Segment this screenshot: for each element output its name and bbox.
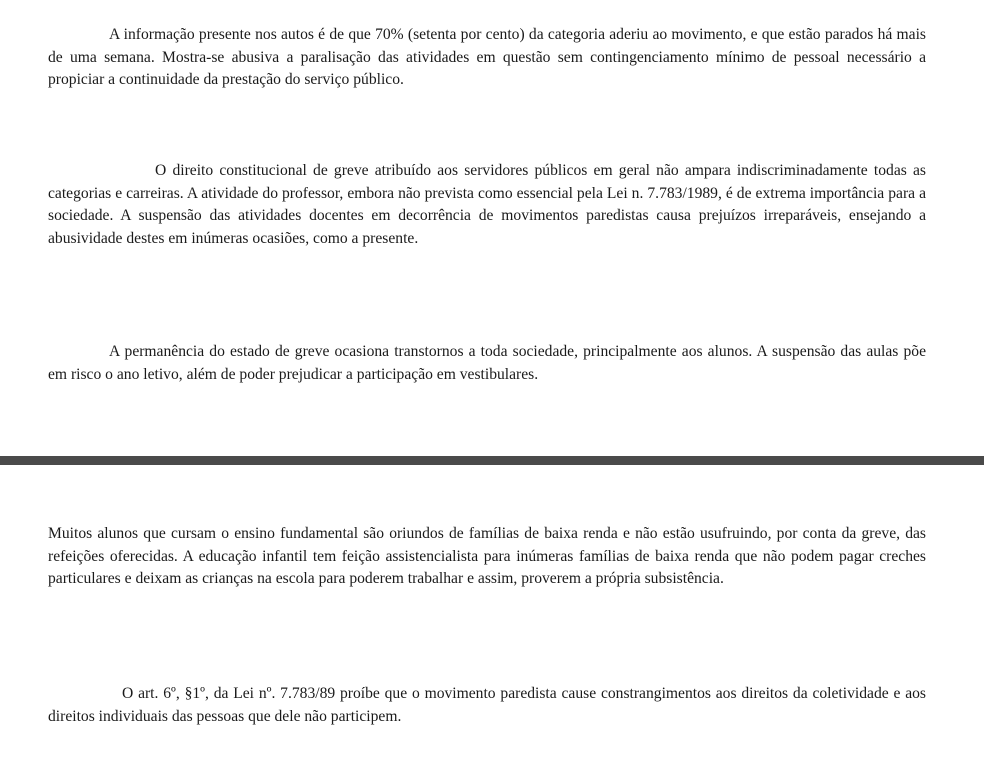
paragraph-law-article: O art. 6º, §1º, da Lei nº. 7.783/89 proíbe que o movimento paredista cause constrangimentos aos direitos da coletividade e aos direitos individuais das pessoas que dele não participem. — [48, 685, 926, 725]
paragraph-strike-impact: A permanência do estado de greve ocasiona transtornos a toda sociedade, principalmente aos alunos. A suspensão das aulas põe em risco o ano letivo, além de poder prejudicar a participação em vestibulares. — [48, 343, 926, 383]
paragraph-right-to-strike: O direito constitucional de greve atribuído aos servidores públicos em geral não ampara indiscriminadamente todas as categorias e carreiras. A atividade do professor, embora não prevista como essencial pela Lei n. 7.783/1989, é de extrema importância para a sociedade. A suspensão das atividades docentes em decorrência de movimentos paredistas causa prejuízos irreparáveis, ensejando a abusividade destes em inúmeras ocasiões, como a presente. — [48, 162, 926, 247]
paragraph-strike-adherence: A informação presente nos autos é de que 70% (setenta por cento) da categoria aderiu ao movimento, e que estão parados há mais de uma semana. Mostra-se abusiva a paralisação das atividades em questão sem contingenciamento mínimo de pessoal necessário a propiciar a continuidade da prestação do serviço público. — [48, 26, 926, 88]
section-divider — [0, 456, 984, 465]
paragraph-low-income-students: Muitos alunos que cursam o ensino fundamental são oriundos de famílias de baixa renda e não estão usufruindo, por conta da greve, das refeições oferecidas. A educação infantil tem feição assistencialista para inúmeras famílias de baixa renda que não podem pagar creches particulares e deixam as crianças na escola para poderem trabalhar e assim, proverem a própria subsistência. — [48, 525, 926, 587]
